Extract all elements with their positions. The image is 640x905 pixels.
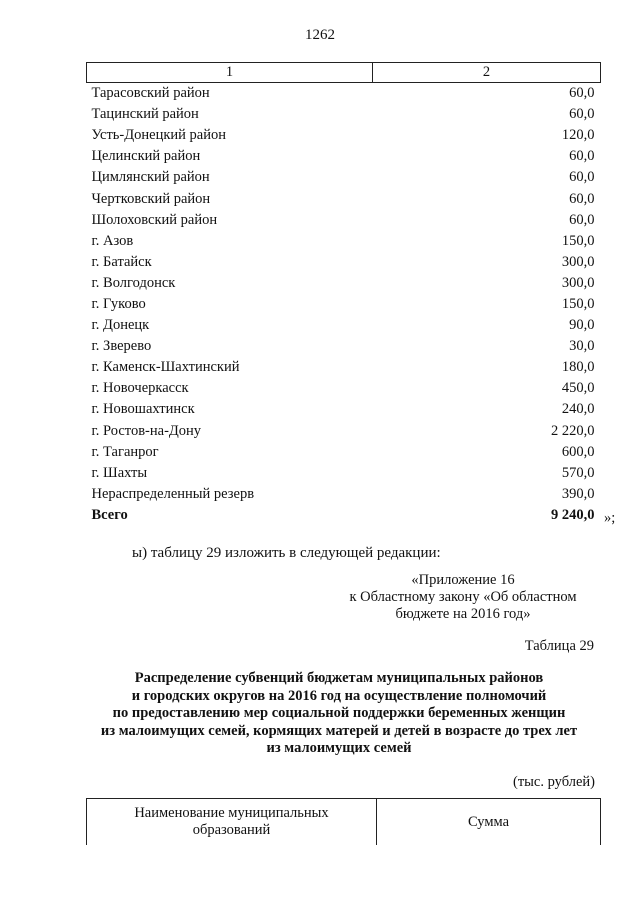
header-line: образований bbox=[192, 822, 271, 838]
table-row bbox=[87, 463, 601, 484]
closing-quote: »; bbox=[604, 510, 616, 526]
instruction-text: ы) таблицу 29 изложить в следующей редакции: bbox=[132, 545, 441, 561]
subvention-table-continued bbox=[86, 62, 601, 526]
title-line: из малоимущих семей bbox=[266, 740, 412, 756]
table-row bbox=[87, 442, 601, 463]
municipality-name: Тацинский район bbox=[91, 106, 199, 123]
municipality-name: г. Каменск-Шахтинский bbox=[91, 359, 240, 376]
table-title bbox=[40, 670, 638, 758]
table-header-row bbox=[87, 63, 601, 83]
column-header-sum: Сумма bbox=[377, 799, 601, 846]
column-header-2: 2 bbox=[373, 63, 601, 83]
table-29-header bbox=[86, 798, 601, 845]
municipality-name: г. Ростов-на-Дону bbox=[91, 422, 202, 439]
table-header-row bbox=[87, 799, 601, 846]
municipality-name: г. Таганрог bbox=[91, 443, 159, 460]
total-row bbox=[87, 505, 601, 526]
table-row bbox=[87, 188, 601, 209]
subvention-amount: 150,0 bbox=[561, 295, 595, 312]
municipality-name: г. Батайск bbox=[91, 253, 152, 270]
municipality-name: Усть-Донецкий район bbox=[91, 127, 226, 144]
table-row bbox=[87, 125, 601, 146]
municipality-name: Нераспределенный резерв bbox=[91, 485, 255, 502]
title-line: по предоставлению мер социальной поддержки беременных женщин bbox=[112, 705, 566, 721]
table-row bbox=[87, 399, 601, 420]
subvention-amount: 180,0 bbox=[561, 359, 595, 376]
subvention-amount: 390,0 bbox=[561, 485, 595, 502]
municipality-name: г. Шахты bbox=[91, 464, 148, 481]
table-body bbox=[87, 83, 601, 526]
table-row bbox=[87, 273, 601, 294]
subvention-amount: 450,0 bbox=[561, 380, 595, 397]
appendix-line: бюджете на 2016 год» bbox=[395, 606, 531, 622]
page-number: 1262 bbox=[305, 27, 335, 43]
table-row bbox=[87, 484, 601, 505]
municipality-name: г. Азов bbox=[91, 232, 134, 249]
subvention-amount: 60,0 bbox=[569, 169, 595, 186]
subvention-amount: 60,0 bbox=[569, 148, 595, 165]
appendix-line: к Областному закону «Об областном bbox=[349, 589, 577, 605]
subvention-amount: 60,0 bbox=[569, 106, 595, 123]
table-row bbox=[87, 252, 601, 273]
municipality-name: Шолоховский район bbox=[91, 211, 218, 228]
header-line: Наименование муниципальных bbox=[134, 805, 329, 821]
table-row bbox=[87, 167, 601, 188]
subvention-amount: 60,0 bbox=[569, 190, 595, 207]
municipality-name: г. Зверево bbox=[91, 338, 152, 355]
total-value: 9 240,0 bbox=[551, 506, 595, 523]
subvention-amount: 120,0 bbox=[561, 127, 595, 144]
subvention-amount: 600,0 bbox=[561, 443, 595, 460]
table-row bbox=[87, 146, 601, 167]
municipality-name: Целинский район bbox=[91, 148, 201, 165]
subvention-amount: 90,0 bbox=[569, 317, 595, 334]
subvention-amount: 60,0 bbox=[569, 85, 595, 102]
table-row bbox=[87, 104, 601, 125]
table-row bbox=[87, 421, 601, 442]
table-number: Таблица 29 bbox=[524, 638, 594, 654]
table-row bbox=[87, 357, 601, 378]
subvention-amount: 300,0 bbox=[561, 274, 595, 291]
title-line: и городских округов на 2016 год на осуществление полномочий bbox=[131, 687, 547, 704]
subvention-amount: 300,0 bbox=[561, 253, 595, 270]
total-label: Всего bbox=[91, 506, 128, 523]
table-row bbox=[87, 336, 601, 357]
municipality-name: Цимлянский район bbox=[91, 169, 210, 186]
municipality-name: Тарасовский район bbox=[91, 85, 210, 102]
municipality-name: Чертковский район bbox=[91, 190, 211, 207]
subvention-amount: 570,0 bbox=[561, 464, 595, 481]
municipality-name: г. Новошахтинск bbox=[91, 401, 195, 418]
municipality-name: г. Гуково bbox=[91, 295, 146, 312]
units-label: (тыс. рублей) bbox=[513, 774, 595, 790]
subvention-amount: 30,0 bbox=[569, 338, 595, 355]
table-row bbox=[87, 210, 601, 231]
table-row bbox=[87, 294, 601, 315]
appendix-header bbox=[333, 572, 593, 623]
municipality-name: г. Донецк bbox=[91, 317, 150, 334]
table-row bbox=[87, 83, 601, 105]
municipality-name: г. Волгодонск bbox=[91, 274, 176, 291]
subvention-amount: 150,0 bbox=[561, 232, 595, 249]
subvention-amount: 2 220,0 bbox=[551, 422, 595, 439]
title-line: Распределение субвенций бюджетам муниципальных районов bbox=[134, 670, 544, 686]
municipality-name: г. Новочеркасск bbox=[91, 380, 189, 397]
column-header-name bbox=[87, 799, 377, 846]
subvention-amount: 60,0 bbox=[569, 211, 595, 228]
appendix-line: «Приложение 16 bbox=[411, 572, 515, 588]
table-row bbox=[87, 315, 601, 336]
table-row bbox=[87, 231, 601, 252]
table-row bbox=[87, 378, 601, 399]
title-line: из малоимущих семей, кормящих матерей и детей в возрасте до трех лет bbox=[100, 722, 578, 739]
column-header-1: 1 bbox=[87, 63, 373, 83]
subvention-amount: 240,0 bbox=[561, 401, 595, 418]
